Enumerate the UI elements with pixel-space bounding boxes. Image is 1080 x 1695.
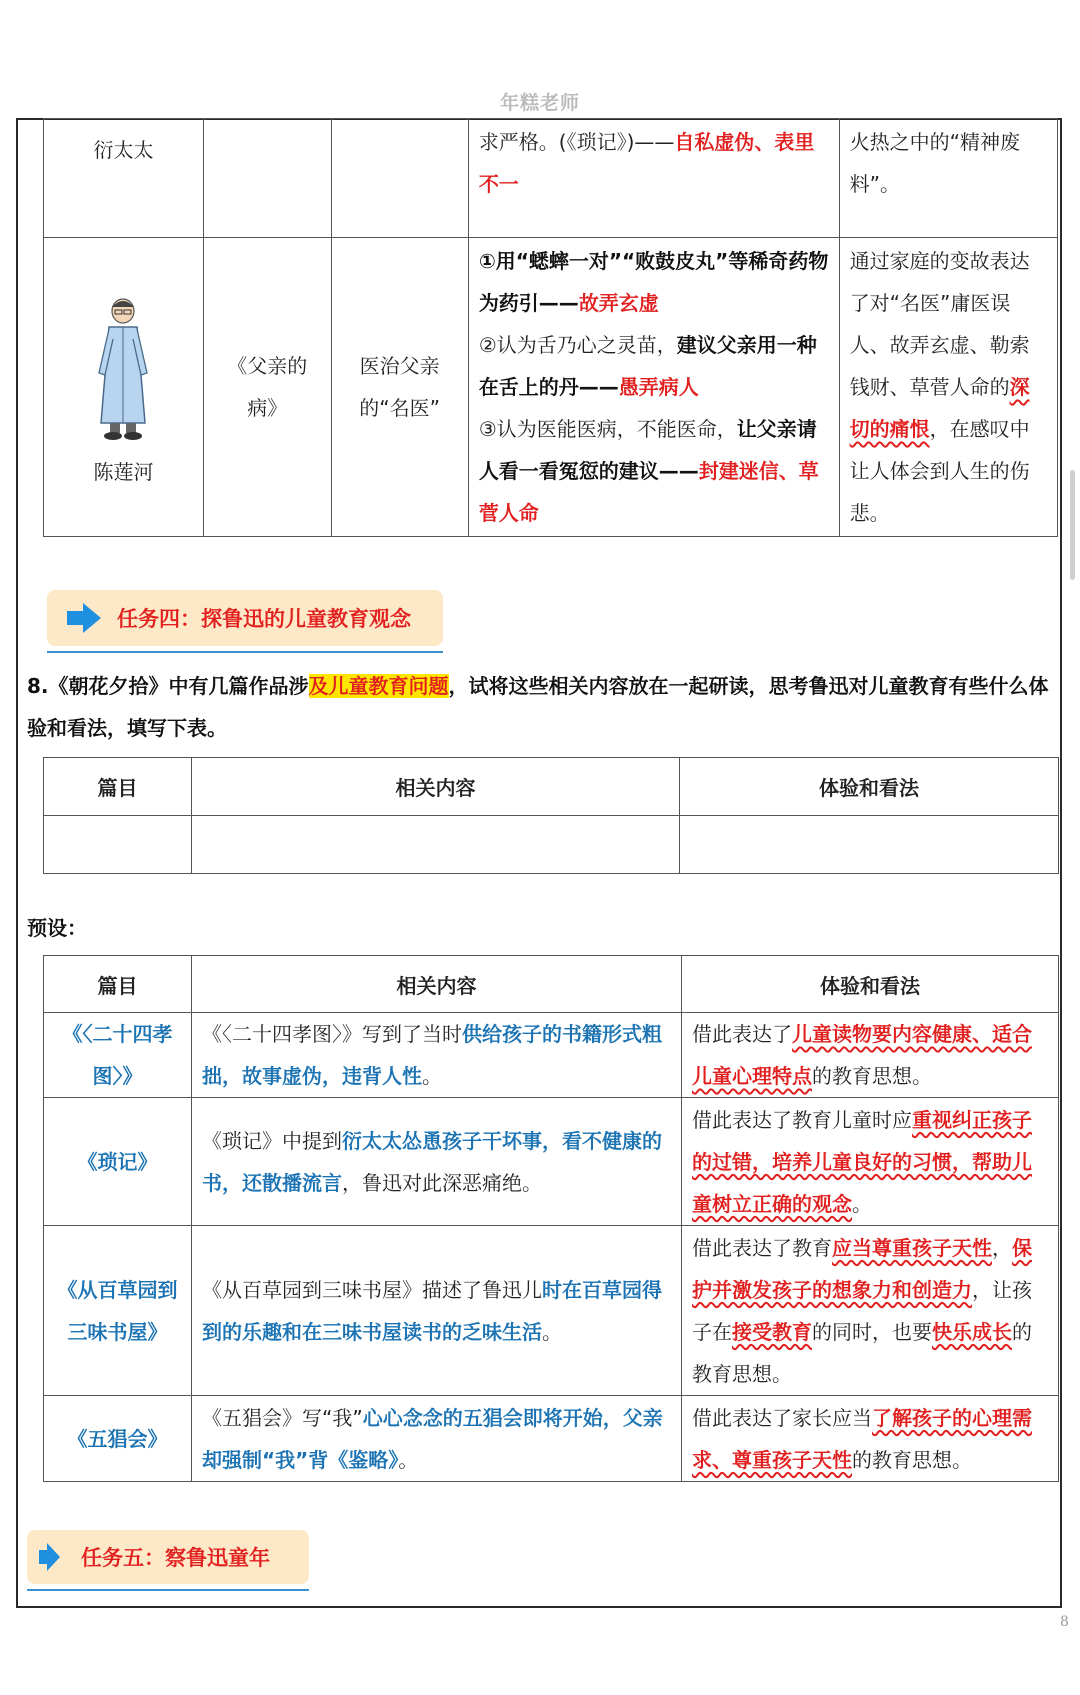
view-highlight: 接受教育 [732,1319,812,1344]
view-highlight: 重视纠正孩子的过错，培养儿童良好的习惯，帮助儿童树立正确的观念 [692,1107,1032,1216]
view-tail: 。 [852,1191,872,1216]
deeds-highlight: 自私虚伪、表里不一 [478,130,815,196]
deed-2: ②认为舌乃心之灵苗， [478,333,677,357]
task5-label: 任务五：察鲁迅童年 [81,1546,270,1570]
column-header: 相关内容 [192,956,682,1013]
content-text: 《琐记》中提到 [202,1128,342,1153]
task4-banner [47,590,443,646]
view-text: ，让孩子在 [692,1277,1032,1344]
view-text: 借此表达了 [692,1022,792,1046]
content-highlight: 供给孩子的书籍形式粗拙，故事虚伪，违背人性 [202,1022,662,1088]
content-highlight: 时在百草园得到的乐趣和在三味书屋读书的乏味生活 [202,1277,662,1344]
content-text: 《从百草园到三味书屋》描述了鲁迅儿 [202,1277,542,1302]
view-cell [682,1396,1059,1482]
deeds-text: 求严格。(《琐记》)—— [478,130,675,154]
deeds-cell [468,119,839,238]
table-row [44,1226,1059,1396]
blank-cell[interactable] [192,816,680,874]
character-cell [44,238,204,537]
view-text: 借此表达了教育 [692,1235,832,1260]
view-text: 的同时，也要 [812,1319,932,1344]
content-text: 《〈二十四孝图〉》写到了当时 [202,1022,462,1046]
content-text: 《五猖会》写“我” [202,1405,363,1430]
content-cell [192,1396,682,1482]
work-cell [203,119,331,238]
view-cell [682,1013,1059,1098]
work-title: 《〈二十四孝图〉》 [44,1013,192,1098]
content-tail: 。 [542,1319,562,1344]
page-number: 8 [1060,1614,1069,1630]
blank-cell[interactable] [44,816,192,874]
role-cell [331,119,468,238]
deed-3-bold: 让父亲请人看一看冤愆的建议—— [478,417,817,483]
evaluation-highlight: 深切的痛恨 [849,375,1030,441]
watermark: 年糕老师 [499,92,580,114]
character-name: 衍太太 [44,119,204,238]
blank-cell[interactable] [680,816,1059,874]
scrollbar[interactable] [1070,470,1075,580]
answer-table [43,955,1059,1482]
view-tail: 的教育思想。 [812,1064,932,1088]
work-title: 《从百草园到三味书屋》 [44,1226,192,1396]
evaluation-text: 通过家庭的变故表达了对“名医”庸医误人、故弄玄虚、勒索钱财、草菅人命的 [849,249,1030,399]
preset-label: 预设： [27,916,87,940]
view-highlight: 儿童读物要内容健康、适合儿童心理特点 [692,1022,1032,1088]
worksheet-table [43,757,1059,874]
work-cell: 《父亲的病》 [203,238,331,537]
table-row [44,1098,1059,1226]
deeds-cell [468,238,839,537]
question-8 [27,665,1057,749]
deed-1: ①用“蟋蟀一对”“败鼓皮丸”等稀奇药物为药引—— [478,249,829,315]
view-highlight: 保护并激发孩子的想象力和创造力 [692,1235,1032,1302]
view-cell [682,1098,1059,1226]
view-highlight: 了解孩子的心理需求、尊重孩子天性 [692,1405,1032,1472]
view-text: 借此表达了教育儿童时应 [692,1107,912,1132]
person-figure-icon [93,295,153,445]
table-header-row [44,956,1059,1013]
table-row [44,1396,1059,1482]
work-title: 《琐记》 [44,1098,192,1226]
question-8-highlight: 及儿童教育问题 [308,674,449,698]
table-row [44,816,1059,874]
view-text: ， [992,1235,1012,1260]
column-header: 体验和看法 [682,956,1059,1013]
table-row [44,119,1058,238]
view-tail: 的教育思想。 [852,1447,972,1472]
view-cell [682,1226,1059,1396]
task5-underline [27,1589,309,1591]
column-header: 体验和看法 [680,758,1059,816]
task4-label: 任务四：探鲁迅的儿童教育观念 [117,607,411,631]
content-cell [192,1226,682,1396]
column-header: 篇目 [44,758,192,816]
deed-2-highlight: 愚弄病人 [618,375,699,399]
question-8-prefix: 8.《朝花夕拾》中有几篇作品涉 [27,674,309,698]
content-tail: 。 [398,1447,419,1472]
column-header: 相关内容 [192,758,680,816]
content-tail: ，鲁迅对此深恶痛绝。 [342,1170,542,1195]
view-highlight: 应当尊重孩子天性 [832,1235,992,1260]
question-8-suffix: ，试将这些相关内容放在一起研读，思考鲁迅对儿童教育有些什么体验和看法，填写下表。 [27,674,1049,740]
view-tail: 的教育思想。 [692,1319,1032,1386]
content-highlight: 衍太太怂恿孩子干坏事，看不健康的书，还散播流言 [202,1128,662,1195]
arrow-right-icon [67,601,103,635]
evaluation-cell: 火热之中的“精神废料”。 [839,119,1057,238]
content-cell [192,1098,682,1226]
content-tail: 。 [422,1064,442,1088]
evaluation-tail: ，在感叹中让人体会到人生的伤悲。 [849,417,1030,525]
arrow-right-icon [39,1541,61,1573]
table-row [44,238,1058,537]
deed-1-highlight: 故弄玄虚 [578,291,659,315]
character-table [43,118,1058,537]
deed-2-bold: 建议父亲用一种在舌上的丹—— [478,333,817,399]
character-name: 陈莲河 [93,460,154,484]
deed-3: ③认为医能医病，不能医命， [478,417,737,441]
task5-banner [27,1530,309,1584]
column-header: 篇目 [44,956,192,1013]
deed-3-highlight: 封建迷信、草菅人命 [478,459,819,525]
work-title: 《五猖会》 [44,1396,192,1482]
view-text: 借此表达了家长应当 [692,1405,872,1430]
table-header-row [44,758,1059,816]
view-highlight: 快乐成长 [932,1319,1012,1344]
content-highlight: 心心念念的五猖会即将开始，父亲却强制“我”背《鉴略》 [202,1405,663,1472]
table-row [44,1013,1059,1098]
evaluation-cell [839,238,1057,537]
role-cell: 医治父亲的“名医” [331,238,468,537]
content-cell [192,1013,682,1098]
task4-underline [47,651,443,653]
